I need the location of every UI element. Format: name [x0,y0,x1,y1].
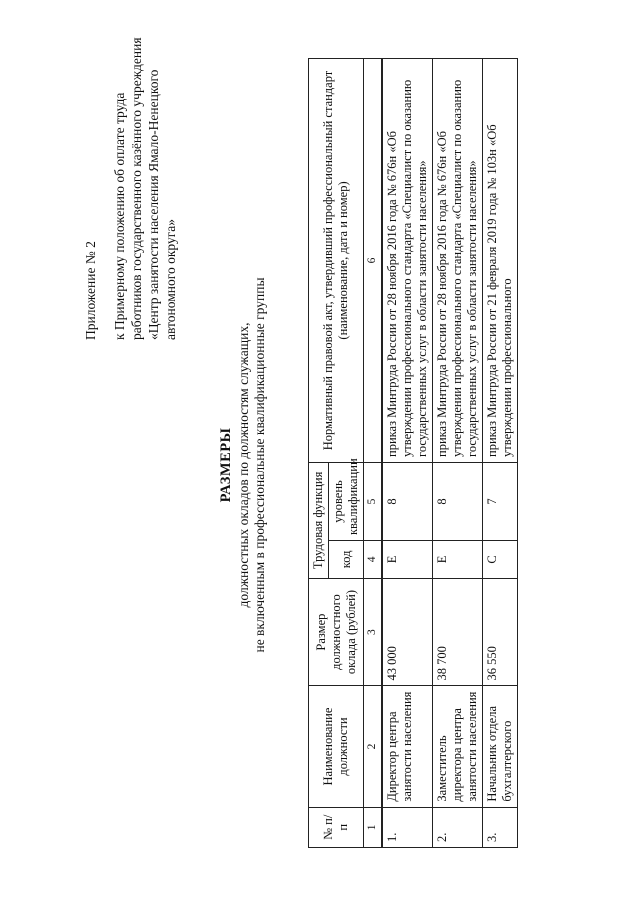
row-salary: 36 550 [483,578,518,686]
row-level: 7 [483,462,518,540]
row-num: 3. [483,807,518,847]
header-labor-function: Трудовая функция [309,462,329,578]
row-act: приказ Минтруда России от 21 февраля 2019 года № 103н «Об утверждении профессионального [483,59,518,463]
appendix-block [82,30,179,340]
row-act: приказ Минтруда России от 28 ноября 2016 года № 676н «Об утверждении профессионального стандарта «Специалист по оказанию государственных услуг в области занятости населения» [433,59,483,463]
row-num: 1. [382,807,433,847]
column-number-row [364,59,383,848]
row-code: E [382,541,433,579]
table-row [483,59,518,848]
appendix-title: Приложение № 2 [83,241,98,340]
row-salary: 38 700 [433,578,483,686]
document-heading [218,85,268,845]
row-position: Начальник отдела бухгалтерского [483,686,518,807]
row-act: приказ Минтруда России от 28 ноября 2016 года № 676н «Об утверждении профессионального стандарта «Специалист по оказанию государственных услуг в области занятости населения» [382,59,433,463]
header-salary: Размер должностного оклада (рублей) [309,578,364,686]
header-num: № п/п [309,807,364,847]
salary-table [308,58,518,848]
column-number: 6 [364,59,383,463]
column-number: 4 [364,541,383,579]
row-position: Заместитель директора центра занятости населения [433,686,483,807]
table-header-row [309,59,329,848]
row-level: 8 [433,462,483,540]
header-position: Наименование должности [309,686,364,807]
row-num: 2. [433,807,483,847]
header-act: Нормативный правовой акт, утвердивший профессиональный стандарт (наименование, дата и номер) [309,59,364,463]
appendix-reference: к Примерному положению об оплате труда работников государственного казённого учреждения «Центр занятости населения Ямало-Ненецкого автономного округа» [112,37,178,340]
header-code: код [329,541,364,579]
row-level: 8 [382,462,433,540]
column-number: 1 [364,807,383,847]
table-row [382,59,433,848]
document-subtitle-line-1: должностных окладов по должностям служащих, [236,322,251,608]
column-number: 2 [364,686,383,807]
header-level: уровень квалификации [329,462,364,540]
row-code: E [433,541,483,579]
document-title: РАЗМЕРЫ [218,427,234,503]
document-subtitle-line-2: не включенным в профессиональные квалификационные группы [252,277,267,653]
row-salary: 43 000 [382,578,433,686]
row-position: Директор центра занятости населения [382,686,433,807]
column-number: 5 [364,462,383,540]
row-code: C [483,541,518,579]
column-number: 3 [364,578,383,686]
table-row [433,59,483,848]
